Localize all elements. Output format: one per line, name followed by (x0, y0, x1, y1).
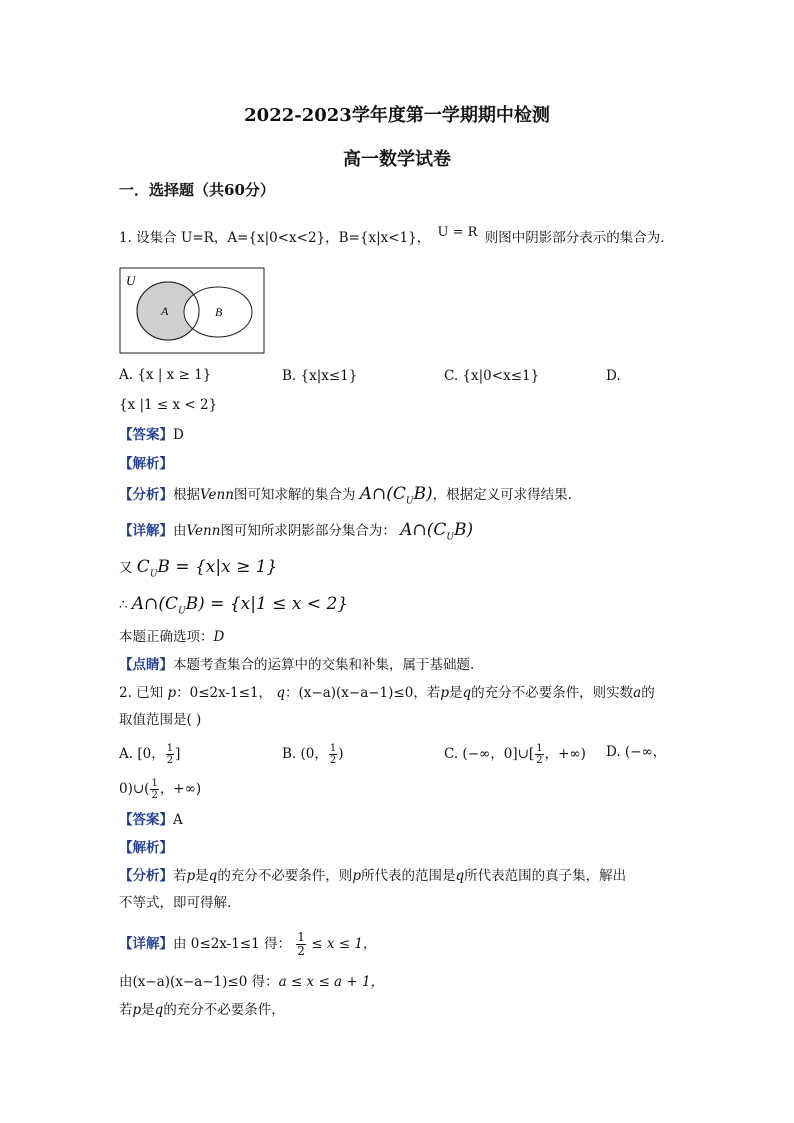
q1-fenxi-text-1: 根据 (173, 487, 200, 503)
q1-analysis-label: 【解析】 (119, 456, 173, 472)
q2-option-d-post: ，+∞) (159, 781, 202, 797)
q2-xiangjie-2-text: 由(x−a)(x−a−1)≤0 得： (119, 974, 279, 990)
venn-diagram (119, 267, 266, 355)
q2-fenxi-p2: p (352, 868, 361, 884)
q2-stem-line2: 取值范围是( ) (119, 712, 202, 728)
exam-title: 2022-2023学年度第一学期期中检测 (244, 105, 550, 126)
q2-stem-6: 的 (641, 685, 655, 701)
q1-fenxi-text-2: 图可知求解的集合为 (233, 487, 356, 503)
q1-fenxi-expr-2: B) (413, 484, 433, 504)
q2-option-b-pre: B. (0， (282, 746, 328, 762)
q1-xiangjie-text-1: 由 (173, 523, 187, 539)
q2-xiangjie-1-expr: ≤ x ≤ 1， (311, 936, 377, 952)
exam-subtitle: 高一数学试卷 (343, 149, 451, 170)
q2-option-b-post: ) (338, 746, 344, 762)
q1-xiangjie-expr-1: A∩(C (400, 520, 447, 540)
q2-xiangjie-tag: 【详解】 (119, 936, 173, 952)
q2-stem-p2: p (440, 685, 449, 701)
q1-correct-label: 本题正确选项： (119, 629, 214, 645)
q2-stem-q2: q (462, 685, 472, 701)
q1-stem-u-eq-r: U = R (437, 225, 478, 240)
frac-num: 1 (151, 778, 158, 789)
q1-dianjing (119, 656, 474, 674)
q1-xiangjie-expr (400, 520, 474, 543)
q2-xiangjie-1-text: 由 0≤2x-1≤1 得： (173, 936, 291, 952)
q1-therefore-expr-2: B) = {x|1 ≤ x < 2} (185, 594, 349, 614)
q2-xiangjie-1 (119, 931, 376, 958)
frac-den: 2 (536, 755, 543, 766)
q2-option-d-frac (150, 778, 158, 801)
frac-num: 1 (166, 743, 174, 754)
q2-xiangjie-3-text-2: 是 (141, 1002, 155, 1018)
frac-den: 2 (297, 944, 305, 958)
q2-fenxi-1: 若 (173, 868, 187, 884)
q2-xiangjie-3-q: q (154, 1002, 164, 1018)
frac-den: 2 (151, 790, 158, 801)
q1-option-a: A. {x | x ≥ 1} (119, 367, 212, 383)
q1-you-expr-2: B = {x|x ≥ 1} (157, 557, 278, 577)
q2-xiangjie-3 (119, 1001, 285, 1019)
q2-fenxi-3: 的充分不必要条件，则 (217, 868, 353, 884)
q1-xiangjie-expr-2: B) (453, 520, 474, 540)
q2-stem-5: 的充分不必要条件，则实数 (471, 685, 634, 701)
q2-xiangjie-3-text-3: 的充分不必要条件， (163, 1002, 285, 1018)
q2-option-d-pre: 0)∪( (119, 781, 150, 797)
q2-fenxi (119, 867, 626, 885)
q1-you-expr-1: C (136, 557, 150, 577)
q2-fenxi-q: q (208, 868, 218, 884)
q2-fenxi-2: 是 (195, 868, 209, 884)
q2-xiangjie-3-text-1: 若 (119, 1002, 133, 1018)
q2-option-c-post: ，+∞) (544, 746, 586, 762)
q1-you-expr-sub: U (149, 569, 158, 580)
venn-label-b: B (215, 305, 223, 319)
q2-answer-tag: 【答案】 (119, 812, 173, 828)
q2-xiangjie-3-p: p (132, 1002, 142, 1018)
q2-fenxi-4: 所代表的范围是 (360, 868, 456, 884)
q2-stem-3: ：(x−a)(x−a−1)≤0，若 (285, 685, 441, 701)
q1-dianjing-text: 本题考查集合的运算中的交集和补集，属于基础题. (173, 657, 475, 673)
q2-answer (119, 811, 183, 829)
q2-option-a-pre: A. [0， (119, 746, 165, 762)
q1-analysis-tag (119, 455, 173, 473)
q1-you-label: 又 (119, 560, 133, 576)
q2-xiangjie-frac (296, 931, 306, 958)
frac-num: 1 (329, 743, 337, 754)
q1-fenxi-text-3: ，根据定义可求得结果. (432, 487, 572, 503)
q1-fenxi-expr-1: A∩(C (359, 484, 406, 504)
frac-num: 1 (297, 930, 305, 944)
q1-fenxi-venn: Venn (200, 487, 234, 503)
q1-fenxi-expr (359, 484, 433, 507)
q2-option-a (119, 743, 180, 766)
q2-stem-1: 2. 已知 (119, 685, 168, 701)
q2-xiangjie-2 (119, 973, 384, 991)
q2-fenxi-5: 所代表范围的真子集，解出 (464, 868, 627, 884)
q1-option-d: D. (606, 368, 621, 384)
q2-stem-a: a (633, 685, 642, 701)
q2-stem (119, 684, 655, 702)
q2-option-b-frac (329, 743, 337, 766)
q2-stem-2: ：0≤2x-1≤1， (176, 685, 277, 701)
q2-analysis-tag (119, 839, 173, 857)
q1-xiangjie-text-2: 图可知所求阴影部分集合为： (220, 523, 396, 539)
q2-option-c (444, 743, 586, 766)
q2-fenxi-line2: 不等式，即可得解. (119, 895, 232, 911)
q1-stem (119, 225, 674, 248)
q1-therefore-symbol: ∴ (119, 597, 128, 613)
q1-you-line (119, 558, 277, 583)
frac-den: 2 (166, 755, 174, 766)
section-heading: 一．选择题（共60分） (119, 181, 275, 199)
q1-option-b: B. {x|x≤1} (282, 368, 358, 384)
q1-xiangjie (119, 521, 473, 546)
q1-option-c: C. {x|0<x≤1} (444, 368, 540, 384)
q1-xiangjie-tag: 【详解】 (119, 523, 173, 539)
frac-den: 2 (329, 755, 337, 766)
q2-stem-p: p (167, 685, 177, 701)
q2-fenxi-q2: q (455, 868, 465, 884)
q1-therefore-expr-sub: U (178, 606, 186, 617)
q1-fenxi-expr-sub: U (405, 496, 414, 507)
q1-you-expr (136, 557, 278, 580)
q1-answer (119, 426, 184, 444)
q1-fenxi (119, 485, 572, 510)
q1-therefore-line (119, 595, 348, 620)
q1-stem-part-b: 则图中阴影部分表示的集合为． (484, 230, 674, 246)
q2-fenxi-tag: 【分析】 (119, 868, 173, 884)
q2-option-a-frac (166, 743, 174, 766)
q2-option-d: D. (−∞， (606, 744, 667, 760)
q2-option-d-content (119, 778, 201, 801)
q1-stem-part-a: 1. 设集合 U=R，A={x|0<x<2}，B={x|x<1}， (119, 230, 431, 246)
q2-answer-value: A (173, 812, 183, 828)
q2-fenxi-p: p (186, 868, 196, 884)
q1-fenxi-tag: 【分析】 (119, 487, 173, 503)
q1-answer-tag: 【答案】 (119, 427, 173, 443)
q1-therefore-expr-1: A∩(C (131, 594, 179, 614)
q2-xiangjie-2-expr: a ≤ x ≤ a + 1， (278, 974, 385, 990)
q1-therefore-expr (131, 594, 349, 617)
q1-answer-value: D (173, 427, 184, 443)
q1-xiangjie-expr-sub: U (446, 532, 454, 543)
q1-dianjing-tag: 【点睛】 (119, 657, 173, 673)
venn-label-a: A (161, 304, 169, 318)
q2-option-c-pre: C. (−∞，0]∪[ (444, 746, 535, 762)
q2-analysis-label: 【解析】 (119, 840, 173, 856)
q2-stem-q: q (276, 685, 285, 701)
q1-correct-value: D (213, 629, 225, 645)
venn-label-u: U (126, 273, 136, 288)
q2-option-b (282, 743, 344, 766)
frac-num: 1 (536, 743, 543, 754)
q2-option-c-frac (535, 743, 543, 766)
q1-option-d-content: {x |1 ≤ x < 2} (119, 397, 218, 413)
q1-xiangjie-venn: Venn (186, 523, 221, 539)
q2-option-a-post: ] (175, 746, 181, 762)
q1-correct (119, 628, 224, 646)
q2-stem-4: 是 (448, 685, 463, 701)
